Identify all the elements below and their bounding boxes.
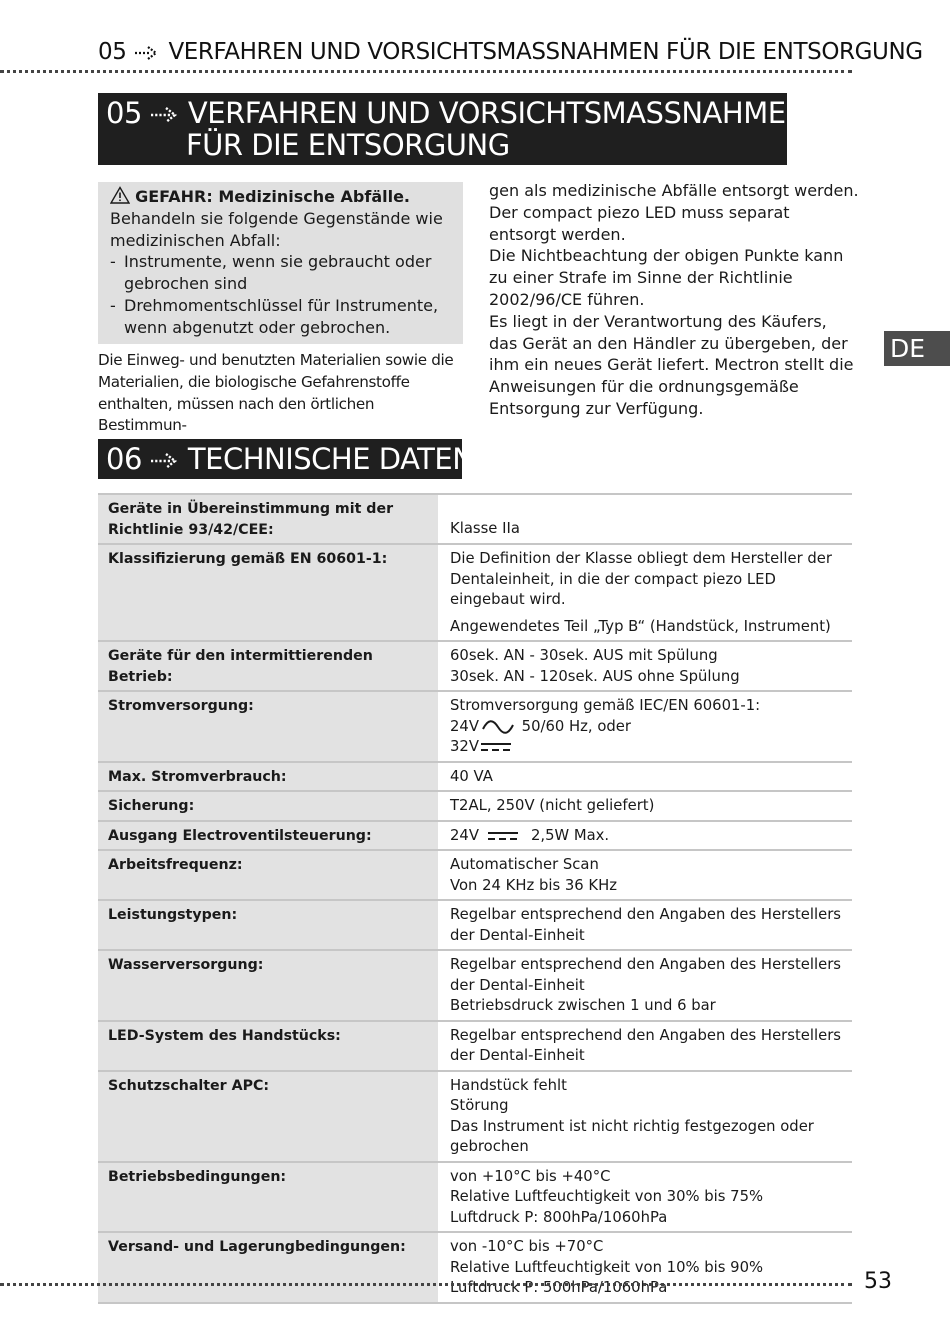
spec-value-line: Das Instrument ist nicht richtig festgezogen oder gebrochen xyxy=(450,1117,814,1155)
spec-value xyxy=(438,851,852,899)
spec-value-line: Regelbar entsprechend den Angaben des Herstellers der Dental-Einheit xyxy=(450,956,841,994)
spec-value: 40 VA xyxy=(450,767,493,785)
spec-value xyxy=(438,1233,852,1302)
spec-label: Ausgang Electroventilsteuerung: xyxy=(98,822,438,850)
section-05-title-line2: FÜR DIE ENTSORGUNG xyxy=(186,128,510,162)
disposal-paragraph: Es liegt in der Verantwortung des Käufers, das Gerät an den Händler zu übergeben, der ihm ein neues Gerät liefert. Mectron stellt die Anweisungen für die ordnungsgemäße Entsorgung zur Verfügung. xyxy=(489,311,854,418)
section-06-heading xyxy=(98,439,474,479)
spec-label: Arbeitsfrequenz: xyxy=(98,851,438,899)
spec-value: Klasse IIa xyxy=(450,520,520,537)
disposal-text-right xyxy=(489,180,859,420)
section-05-number: 05 xyxy=(106,96,142,130)
warning-item: - Instrumente, wenn sie gebraucht oder gebrochen sind xyxy=(110,251,463,295)
ac-sine-icon xyxy=(482,720,514,734)
spec-label: Geräte für den intermittierenden Betrieb: xyxy=(98,642,438,690)
spec-value xyxy=(438,1072,852,1161)
table-row xyxy=(98,899,852,949)
table-row xyxy=(98,820,852,850)
running-header xyxy=(98,36,923,68)
section-05-heading xyxy=(98,93,807,165)
spec-value xyxy=(438,545,852,640)
table-row xyxy=(98,849,852,899)
table-row xyxy=(98,1161,852,1232)
spec-value-line xyxy=(450,717,846,738)
spec-value: T2AL, 250V (nicht geliefert) xyxy=(450,797,655,814)
spec-label: Versand- und Lagerungbedingungen: xyxy=(98,1233,438,1302)
dc-icon xyxy=(480,741,512,753)
spec-value-line: Luftdruck P: 500hPa/1060hPa xyxy=(450,1279,668,1296)
ac-voltage: 24V xyxy=(450,717,479,735)
warning-intro: Behandeln sie folgende Gegenstände wie medizinischen Abfall: xyxy=(110,208,443,250)
spec-value-line xyxy=(450,737,846,758)
dc-voltage: 32V xyxy=(450,738,479,755)
dotted-arrow-icon xyxy=(150,452,180,470)
spec-label: Betriebsbedingungen: xyxy=(98,1163,438,1232)
spec-value-line: 30sek. AN - 120sek. AUS ohne Spülung xyxy=(450,667,740,685)
disposal-text-left: Die Einweg- und benutzten Materialien sowie die Materialien, die biologische Gefahrenstoffe enthalten, müssen nach den örtlichen Bestimmun- xyxy=(98,351,454,435)
table-row xyxy=(98,640,852,690)
spec-value-line: von +10°C bis +40°C xyxy=(450,1167,611,1185)
spec-label: Sicherung: xyxy=(98,792,438,820)
warning-triangle-icon xyxy=(110,186,130,204)
spec-label: Max. Stromverbrauch: xyxy=(98,763,438,791)
spec-label: Leistungstypen: xyxy=(98,901,438,949)
table-row xyxy=(98,949,852,1020)
spec-value-line: Luftdruck P: 800hPa/1060hPa xyxy=(450,1208,668,1226)
spec-value-line: Handstück fehlt xyxy=(450,1076,567,1094)
table-row xyxy=(98,690,852,761)
spec-value-line: Betriebsdruck zwischen 1 und 6 bar xyxy=(450,997,716,1014)
valve-power: 2,5W Max. xyxy=(530,826,610,844)
dc-icon xyxy=(487,830,519,842)
table-row xyxy=(98,1020,852,1070)
spec-label: Geräte in Übereinstimmung mit der Richtlinie 93/42/CEE: xyxy=(98,495,438,543)
spec-label: Klassifizierung gemäß EN 60601-1: xyxy=(98,545,438,640)
running-header-title: VERFAHREN UND VORSICHTSMASSNAHMEN FÜR DIE ENTSORGUNG xyxy=(168,39,923,65)
spec-value xyxy=(438,1163,852,1232)
spec-label: Wasserversorgung: xyxy=(98,951,438,1020)
header-dotted-rule xyxy=(0,70,852,73)
dotted-arrow-icon xyxy=(150,106,180,124)
medical-waste-warning xyxy=(98,182,463,344)
section-05-title-line1: VERFAHREN UND VORSICHTSMASSNAHMEN xyxy=(187,96,807,130)
spec-value-line: Relative Luftfeuchtigkeit von 30% bis 75% xyxy=(450,1188,764,1205)
table-row xyxy=(98,1231,852,1304)
spec-value-line: Die Definition der Klasse obliegt dem Hersteller der Dentaleinheit, in die der compact piezo LED eingebaut wird. xyxy=(450,550,832,608)
spec-value-line: Angewendetes Teil „Typ B“ (Handstück, Instrument) xyxy=(450,617,831,635)
technical-data-table xyxy=(98,493,852,1304)
table-row xyxy=(98,543,852,640)
valve-voltage: 24V xyxy=(450,826,479,844)
spec-value xyxy=(438,822,852,850)
spec-value-line: Relative Luftfeuchtigkeit von 10% bis 90% xyxy=(450,1258,764,1276)
table-row xyxy=(98,761,852,791)
footer-dotted-rule xyxy=(0,1283,852,1286)
spec-value: Regelbar entsprechend den Angaben des Herstellers der Dental-Einheit xyxy=(450,906,841,944)
spec-label: LED-System des Handstücks: xyxy=(98,1022,438,1070)
spec-value xyxy=(438,951,852,1020)
disposal-paragraph: Die Nichtbeachtung der obigen Punkte kann zu einer Strafe im Sinne der Richtlinie 2002/96/CE führen. xyxy=(489,246,844,309)
table-row xyxy=(98,493,852,543)
table-row xyxy=(98,1070,852,1161)
table-row xyxy=(98,790,852,820)
spec-label: Stromversorgung: xyxy=(98,692,438,761)
warning-title: GEFAHR: Medizinische Abfälle. xyxy=(135,187,411,206)
spec-label: Schutzschalter APC: xyxy=(98,1072,438,1161)
spec-value-line: Von 24 KHz bis 36 KHz xyxy=(450,876,617,894)
spec-value xyxy=(438,642,852,690)
warning-item: - Drehmomentschlüssel für Instrumente, wenn abgenutzt oder gebrochen. xyxy=(110,295,463,339)
section-06-title: TECHNISCHE DATEN xyxy=(187,442,474,476)
language-tab: DE xyxy=(884,331,950,366)
spec-value-line: 60sek. AN - 30sek. AUS mit Spülung xyxy=(450,647,718,664)
spec-value-line: Automatischer Scan xyxy=(450,856,599,873)
spec-value-line: Stromversorgung gemäß IEC/EN 60601-1: xyxy=(450,697,761,714)
dotted-arrow-icon xyxy=(134,45,160,61)
spec-value-line: Störung xyxy=(450,1097,509,1114)
ac-frequency: 50/60 Hz, oder xyxy=(521,717,631,735)
disposal-paragraph: Der compact piezo LED muss separat entsorgt werden. xyxy=(489,202,790,244)
section-06-number: 06 xyxy=(106,442,142,476)
spec-value-line: von -10°C bis +70°C xyxy=(450,1238,604,1255)
spec-value xyxy=(438,692,852,761)
page-number: 53 xyxy=(864,1269,892,1294)
spec-value: Regelbar entsprechend den Angaben des Herstellers der Dental-Einheit xyxy=(450,1026,841,1064)
running-header-number: 05 xyxy=(98,39,127,65)
disposal-paragraph: gen als medizinische Abfälle entsorgt werden. xyxy=(489,181,859,200)
